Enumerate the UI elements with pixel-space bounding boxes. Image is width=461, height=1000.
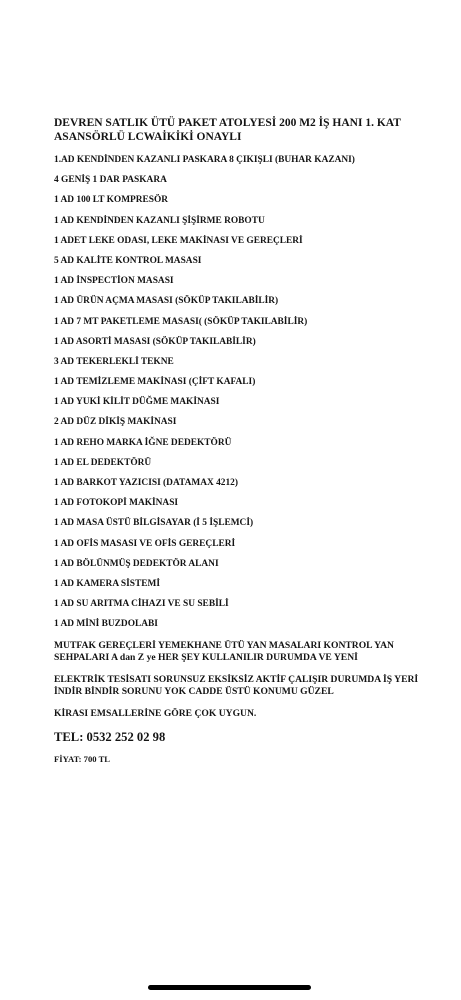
list-item: 5 AD KALİTE KONTROL MASASI [54, 255, 202, 266]
list-item: 1 AD 100 LT KOMPRESÖR [54, 195, 169, 206]
list-item: 1 AD EL DEDEKTÖRÜ [54, 457, 152, 468]
list-item: 1 AD İNSPECTİON MASASI [54, 276, 174, 287]
kitchen-note: MUTFAK GEREÇLERİ YEMEKHANE ÜTÜ YAN MASALARI KONTROL YAN SEHPALARI A dan Z ye HER ŞEY KULLANILIR DURUMDA VE YENİ [54, 639, 394, 663]
rent-note: KİRASI EMSALLERİNE GÖRE ÇOK UYGUN. [54, 707, 257, 719]
list-item: 1.AD KENDİNDEN KAZANLI PASKARA 8 ÇIKIŞLI (BUHAR KAZANI) [54, 155, 355, 165]
list-item: 1 AD ÜRÜN AÇMA MASASI (SÖKÜP TAKILABİLİR) [54, 296, 279, 307]
list-item: 1 AD ASORTİ MASASI (SÖKÜP TAKILABİLİR) [54, 336, 256, 347]
list-item: 1 AD YUKİ KİLİT DÜĞME MAKİNASI [54, 397, 220, 408]
list-item: 3 AD TEKERLEKLİ TEKNE [54, 356, 174, 367]
list-item: 2 AD DÜZ DİKİŞ MAKİNASI [54, 417, 177, 428]
equipment-list [54, 155, 424, 630]
list-item: 1 AD TEMİZLEME MAKİNASI (ÇİFT KAFALI) [54, 377, 256, 388]
list-item: 1 AD MİNİ BUZDOLABI [54, 619, 158, 630]
home-indicator-bar[interactable] [148, 985, 311, 990]
list-item: 1 AD FOTOKOPİ MAKİNASI [54, 498, 179, 509]
list-item: 1 AD 7 MT PAKETLEME MASASI( (SÖKÜP TAKILABİLİR) [54, 316, 308, 327]
listing-document [54, 116, 424, 765]
electric-note: ELEKTRİK TESİSATI SORUNSUZ EKSİKSİZ AKTİF ÇALIŞIR DURUMDA İŞ YERİ İNDİR BİNDİR SORUNU YOK CADDE ÜSTÜ KONUMU GÜZEL [54, 673, 419, 697]
list-item: 1 AD KAMERA SİSTEMİ [54, 578, 161, 589]
list-item: 1 AD MASA ÜSTÜ BİLGİSAYAR (İ 5 İŞLEMCİ) [54, 518, 254, 529]
list-item: 1 AD REHO MARKA İĞNE DEDEKTÖRÜ [54, 437, 232, 448]
list-item: 1 AD BÖLÜNMÜŞ DEDEKTÖR ALANI [54, 558, 219, 569]
list-item: 1 AD BARKOT YAZICISI (DATAMAX 4212) [54, 478, 238, 488]
phone-number[interactable]: TEL: 0532 252 02 98 [54, 729, 166, 744]
listing-title: DEVREN SATLIK ÜTÜ PAKET ATOLYESİ 200 M2 İŞ HANI 1. KAT ASANSÖRLÜ LCWAİKİKİ ONAYLI [54, 117, 401, 143]
list-item: 1 AD OFİS MASASI VE OFİS GEREÇLERİ [54, 538, 236, 549]
list-item: 1 AD KENDİNDEN KAZANLI ŞİŞİRME ROBOTU [54, 215, 265, 226]
list-item: 1 ADET LEKE ODASI, LEKE MAKİNASI VE GEREÇLERİ [54, 235, 303, 246]
list-item: 1 AD SU ARITMA CİHAZI VE SU SEBİLİ [54, 599, 229, 610]
list-item: 4 GENİŞ 1 DAR PASKARA [54, 175, 167, 186]
price: FİYAT: 700 TL [54, 753, 111, 764]
